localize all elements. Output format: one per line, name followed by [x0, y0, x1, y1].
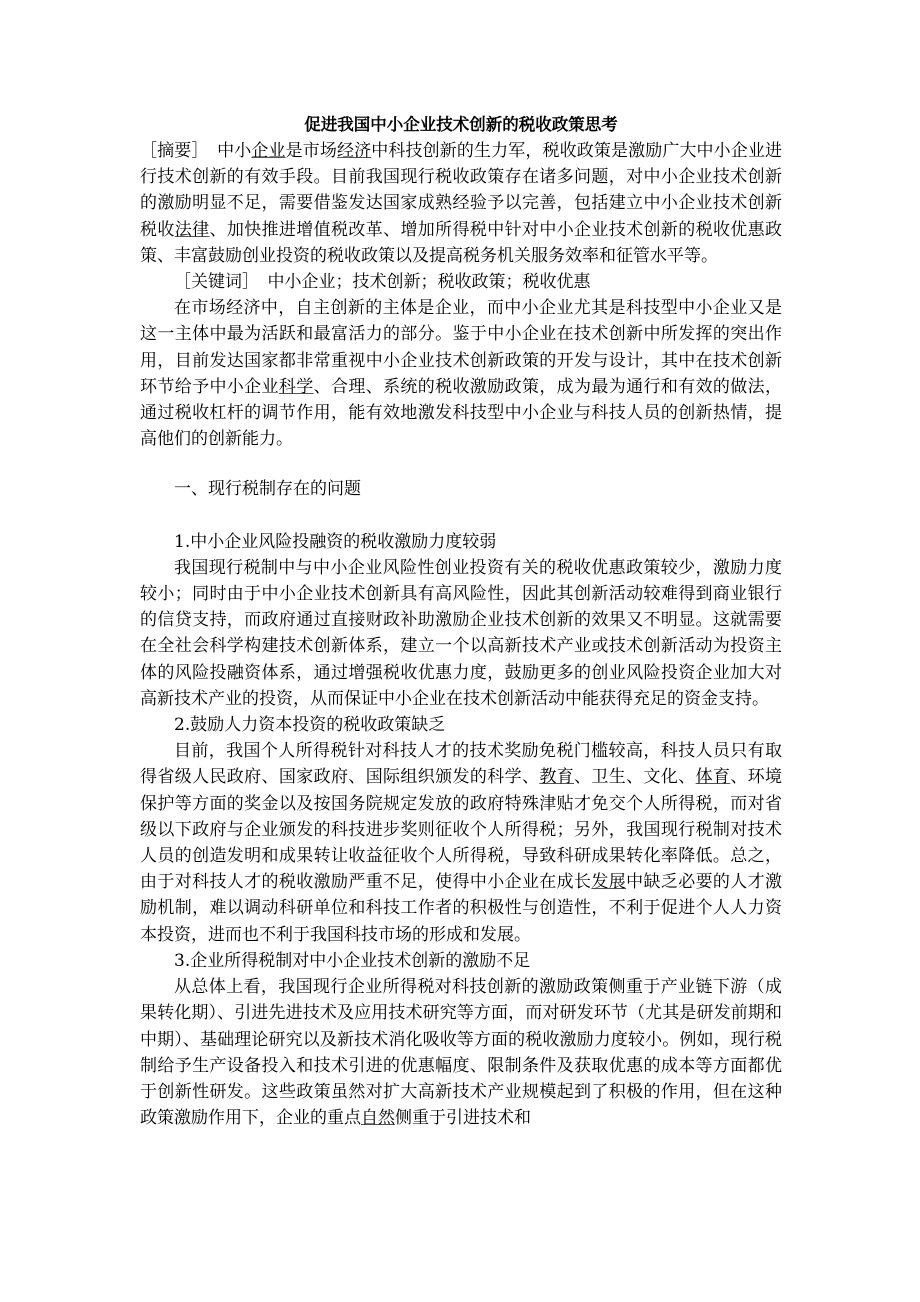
- subsection-3-body: [140, 974, 782, 1131]
- s3-text: 侧重于引进技术和: [395, 1108, 531, 1129]
- s2-text: 中缺乏必要的人才激励机制，难以调动科研单位和科技工作者的积极性与创造性，不利于促进个人人力资本投资，进而也不利于我国科技市场的形成和发展。: [140, 872, 783, 945]
- document-page: [140, 112, 782, 1131]
- intro-paragraph: [140, 295, 782, 452]
- link-economy[interactable]: 经济: [337, 141, 372, 161]
- abstract-paragraph: [140, 138, 782, 269]
- abstract-text: 中科技创新的生力军，税收政策是激励广大中小企业进行技术创新的有效手段。目前我国现行税收政策存在诸多问题，对中小企业技术创新的激励明显不足，需要借鉴发达国家成熟经验予以完善，包括建立中小企业技术创新税收: [140, 141, 783, 240]
- subsection-1-body: 我国现行税制中与中小企业风险性创业投资有关的税收优惠政策较少，激励力度较小；同时由于中小企业技术创新具有高风险性，因此其创新活动较难得到商业银行的信贷支持，而政府通过直接财政补助激励企业技术创新的效果又不明显。这就需要在全社会科学构建技术创新体系，建立一个以高新技术产业或技术创新活动为投资主体的风险投融资体系，通过增强税收优惠力度，鼓励更多的创业风险投资企业加大对高新技术产业的投资，从而保证中小企业在技术创新活动中能获得充足的资金支持。: [140, 557, 782, 709]
- s2-text: 目前，我国个人所得税针对科技人才的技术奖励免税门槛较高，科技人员只有取得省级人民政府、国家政府、国际组织颁发的科学、: [140, 741, 782, 788]
- document-title: 促进我国中小企业技术创新的税收政策思考: [304, 115, 618, 134]
- link-nature[interactable]: 自然: [361, 1108, 395, 1129]
- s2-text: 、卫生、文化、: [574, 767, 696, 788]
- link-sports[interactable]: 体育: [695, 767, 731, 788]
- intro-text: 在市场经济中，自主创新的主体是企业，而中小企业尤其是科技型中小企业又是这一主体中最为活跃和最富活力的部分。鉴于中小企业在技术创新中所发挥的突出作用，目前发达国家都非常重视中小企业技术创新政策的开发与设计，其中在技术创新环节给予中小企业: [140, 298, 782, 397]
- abstract-text: 、加快推进增值税改革、增加所得税中针对中小企业技术创新的税收优惠政策、丰富鼓励创业投资的税收政策以及提高税务机关服务效率和征管水平等。: [140, 219, 783, 266]
- abstract-text: 中小: [200, 141, 252, 161]
- link-enterprise[interactable]: 企业: [251, 141, 286, 161]
- abstract-label: ［摘要］: [140, 141, 200, 161]
- subsection-2-heading: 2.鼓励人力资本投资的税收政策缺乏: [174, 715, 446, 736]
- link-education[interactable]: 教育: [539, 767, 575, 788]
- link-development[interactable]: 发展: [591, 872, 627, 893]
- intro-text: 、合理、系统的税收激励政策，成为最为通行和有效的做法，通过税收杠杆的调节作用，能有效地激发科技型中小企业与科技人员的创新热情，提高他们的创新能力。: [140, 376, 783, 450]
- link-law[interactable]: 法律: [174, 219, 210, 240]
- subsection-3-heading: 3.企业所得税制对中小企业技术创新的激励不足: [174, 950, 531, 971]
- keywords-line: ［关键词］ 中小企业；技术创新；税收政策；税收优惠: [174, 272, 591, 293]
- s3-text: 从总体上看，我国现行企业所得税对科技创新的激励政策侧重于产业链下游（成果转化期）、引进先进技术及应用技术研究等方面，而对研发环节（尤其是研发前期和中期）、基础理论研究以及新技术消化吸收等方面的税收激励力度较小。例如，现行税制给予生产设备投入和技术引进的优惠幅度、限制条件及获取优惠的成本等方面都优于创新性研发。这些政策虽然对扩大高新技术产业规模起到了积极的作用，但在这种政策激励作用下，企业的重点: [140, 977, 782, 1129]
- subsection-2-body: [140, 738, 782, 948]
- subsection-1-heading: 1.中小企业风险投融资的税收激励力度较弱: [174, 531, 497, 552]
- section-heading: 一、现行税制存在的问题: [174, 479, 361, 500]
- link-science[interactable]: 科学: [278, 376, 314, 397]
- s2-text: 、环境保护等方面的奖金以及按国务院规定发放的政府特殊津贴才免交个人所得税，而对省级以下政府与企业颁发的科技进步奖则征收个人所得税；另外，我国现行税制对技术人员的创造发明和成果转让收益征收个人所得税，导致科研成果转化率降低。总之，由于对科技人才的税收激励严重不足，使得中小企业在成长: [140, 767, 783, 893]
- abstract-text: 是市场: [285, 141, 337, 161]
